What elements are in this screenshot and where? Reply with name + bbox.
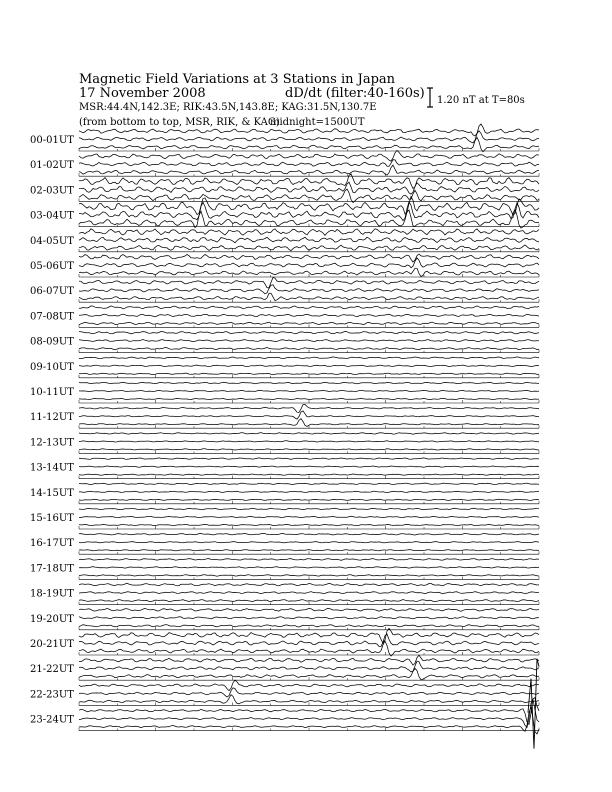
- hour-label: 02-03UT: [30, 185, 74, 197]
- trace-msr: [79, 550, 539, 551]
- hour-row: [30, 608, 539, 629]
- hour-label: 19-20UT: [30, 613, 74, 625]
- hour-label: 15-16UT: [30, 513, 74, 524]
- hour-row: [30, 698, 539, 734]
- chart-component: dD/dt (filter:40-160s): [285, 86, 425, 101]
- hour-label: 01-02UT: [30, 160, 74, 172]
- trace-kag: [79, 433, 539, 435]
- hour-row: [30, 458, 539, 479]
- hour-row: [30, 229, 539, 252]
- hour-row: [30, 150, 539, 176]
- trace-rik: [79, 160, 539, 167]
- trace-rik: [79, 340, 539, 342]
- hour-row: [30, 533, 539, 554]
- hour-label: 04-05UT: [30, 235, 74, 247]
- hour-row: [30, 628, 539, 656]
- trace-rik: [79, 258, 539, 268]
- scale-label: 1.20 nT at T=80s: [437, 95, 525, 106]
- trace-rik: [79, 441, 539, 442]
- trace-kag: [79, 357, 539, 359]
- trace-msr: [79, 575, 539, 577]
- trace-rik: [79, 411, 539, 419]
- station-coordinates: MSR:44.4N,142.3E; RIK:43.5N,143.8E; KAG:31.5N,130.7E: [79, 102, 377, 113]
- trace-rik: [79, 314, 539, 317]
- trace-rik: [79, 688, 539, 697]
- hour-row: [30, 174, 539, 203]
- trace-msr: [79, 474, 539, 475]
- hour-label: 09-10UT: [30, 361, 74, 373]
- trace-msr: [79, 348, 539, 350]
- hour-row: [30, 278, 539, 303]
- trace-rik: [79, 390, 539, 391]
- midnight-note: midnight=1500UT: [270, 117, 365, 128]
- hour-row: [30, 332, 539, 353]
- hour-label: 22-23UT: [30, 689, 74, 701]
- hour-row: [30, 508, 539, 529]
- chart-date: 17 November 2008: [79, 86, 206, 101]
- hour-row: [30, 306, 539, 328]
- trace-kag: [79, 483, 539, 484]
- hour-label: 07-08UT: [30, 311, 74, 323]
- hour-label: 21-22UT: [30, 664, 74, 676]
- hour-row: [30, 254, 539, 277]
- trace-msr: [79, 245, 539, 251]
- trace-msr: [79, 373, 539, 375]
- trace-rik: [79, 237, 539, 243]
- trace-rik: [79, 182, 539, 194]
- trace-rik: [79, 466, 539, 467]
- hour-row: [30, 583, 539, 604]
- hour-label: 16-17UT: [30, 538, 74, 550]
- trace-kag: [79, 332, 539, 334]
- trace-rik: [79, 567, 539, 569]
- hour-label: 20-21UT: [30, 639, 74, 650]
- hour-row: [30, 357, 539, 378]
- hour-label: 23-24UT: [30, 714, 74, 726]
- hour-label: 06-07UT: [30, 286, 74, 298]
- trace-msr: [79, 524, 539, 525]
- trace-kag: [79, 559, 539, 561]
- trace-msr: [79, 398, 539, 399]
- hour-label: 12-13UT: [30, 437, 74, 449]
- trace-kag: [79, 254, 539, 262]
- scale-bar: [427, 88, 433, 107]
- trace-rik: [79, 661, 539, 672]
- hour-row: [30, 433, 539, 454]
- hour-label: 10-11UT: [30, 387, 74, 398]
- hour-label: 00-01UT: [30, 135, 74, 146]
- trace-rik: [79, 285, 539, 294]
- trace-kag: [79, 458, 539, 460]
- trace-kag: [79, 150, 539, 161]
- trace-kag: [79, 628, 539, 643]
- hour-row: [30, 483, 539, 504]
- chart-title: Magnetic Field Variations at 3 Stations in Japan: [79, 72, 396, 87]
- trace-rik: [79, 634, 539, 646]
- trace-kag: [79, 278, 539, 288]
- station-order-note: (from bottom to top, MSR, RIK, & KAG): [79, 117, 280, 128]
- hour-label: 13-14UT: [30, 462, 74, 474]
- trace-msr: [79, 499, 539, 500]
- hour-label: 18-19UT: [30, 588, 74, 600]
- hour-label: 05-06UT: [30, 261, 74, 272]
- trace-rik: [79, 592, 539, 594]
- hour-row: [30, 404, 539, 428]
- trace-kag: [79, 655, 539, 665]
- traces-layer: [30, 124, 539, 749]
- trace-kag: [79, 508, 539, 510]
- trace-kag: [79, 533, 539, 535]
- hour-row: [30, 382, 539, 403]
- hour-row: [30, 655, 539, 680]
- hour-row: [30, 680, 539, 705]
- trace-rik: [79, 365, 539, 366]
- trace-kag: [79, 124, 539, 136]
- trace-kag: [79, 680, 539, 690]
- trace-rik: [79, 516, 539, 517]
- trace-rik: [79, 131, 539, 143]
- trace-rik: [79, 491, 539, 492]
- trace-msr: [79, 625, 539, 627]
- trace-msr: [79, 600, 539, 602]
- trace-msr: [79, 419, 539, 427]
- hour-label: 03-04UT: [30, 210, 74, 222]
- hour-row: [30, 559, 539, 580]
- trace-msr: [79, 449, 539, 450]
- hour-label: 14-15UT: [30, 487, 74, 499]
- trace-rik: [79, 542, 539, 543]
- trace-kag: [79, 608, 539, 611]
- hour-label: 17-18UT: [30, 563, 74, 575]
- trace-kag: [79, 229, 539, 236]
- trace-kag: [79, 382, 539, 384]
- trace-kag: [79, 306, 539, 309]
- trace-msr: [79, 322, 539, 324]
- trace-kag: [79, 583, 539, 586]
- hour-label: 08-09UT: [30, 336, 74, 348]
- trace-rik: [79, 617, 539, 619]
- hour-row: [30, 124, 539, 152]
- trace-kag: [79, 404, 539, 412]
- hour-label: 11-12UT: [30, 412, 74, 424]
